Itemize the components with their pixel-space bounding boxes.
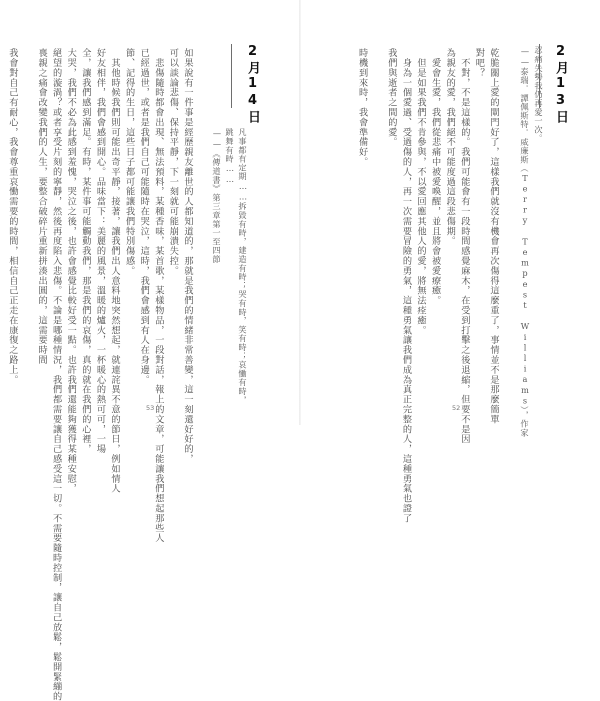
epigraph-line: ——泰瑞．譚佩斯特．威廉斯（Terry Tempest Williams），作家	[520, 46, 530, 438]
epigraph	[518, 46, 546, 437]
body-line: 對吧？	[473, 48, 485, 78]
body-line: 其他時候我們則可能出奇平靜，接著，讓我們出人意料地突然想起，就連詫異不意的節日，例如情人	[109, 48, 121, 494]
body-line: 大哭，我們不必為此感到羞愧，哭泣之後，也許會感覺比較好受一點。也許我們還能夠獲得某種安慰，	[65, 48, 77, 494]
body-line: 但是如果我們不肯參與，不以愛回應其他人的愛，將無法痊癒。	[415, 48, 427, 336]
epigraph-line: 忍痛失勢我仍再愛一次。	[534, 46, 544, 143]
body-line: 時機到來時，我會準備好。	[356, 48, 368, 167]
body-line: 愛會生愛，我們從悲痛中被愛喚醒，並且將會被愛療癒。	[429, 48, 441, 306]
body-line: 身為一個愛過、受過傷的人，再一次需要冒險的勇氣，這種勇氣讓我們成為真正完整的人，這種勇氣也證了	[400, 48, 412, 524]
body-line: 可以談論悲傷、保持平靜，下一刻就可能崩潰失控。	[167, 48, 179, 276]
body-line: 節、記得的生日，這些日子都可能讓我們特別傷感。	[123, 48, 135, 276]
body-line: 喪親之痛會改變我們的人生，要整合破碎片重新拼湊出圓的，這需要時間	[36, 48, 48, 365]
date-heading: 2月14日	[245, 44, 260, 125]
epigraph	[210, 128, 249, 404]
body-line: 已經過世，或者是我們自己可能隨時在哭泣，這時，我們會感到有人在身邊。	[138, 48, 150, 385]
body-line: 不對，不是這樣的。我們可能會有一段時間感覺麻木，在受到打擊之後退縮，但要不是因	[458, 48, 470, 444]
body-line: 我們與逝者之間的愛。	[385, 48, 397, 147]
page-number: 53	[146, 404, 155, 412]
epigraph-line: ——《傳道書》第三章第一至四節	[212, 128, 222, 264]
date-heading: 2月13日	[553, 44, 568, 125]
body-line: 全，讓我們感到滿足。有時，某件事可能觸動我們，那是我們的哀傷，真的就在我們的心裡，	[79, 48, 91, 454]
body-line: 如果說有一件事是經歷親友離世的人都知道的，那就是我們的情緒非常善變，這一刻還好好的，	[182, 48, 193, 464]
epigraph-line: 跳舞有時……	[225, 128, 235, 185]
epigraph-line: 凡事都有定期……拆毀有時，建造有時；哭有時，笑有時；哀慟有時，	[238, 128, 248, 405]
body-line: 為親友的愛，我們絕不可能度過這段悲傷期。	[444, 48, 456, 246]
body-line: 悲傷隨時都會出現、無法預料，某種香味，某首歌，某樣物品，一段對話，報上的文章，可能讓我們想起那些人	[152, 48, 164, 543]
body-line: 絕望的漩渦？或者享受片刻的寧靜，然後再度陷入悲傷。不論是哪種情況，我們都需要讓自己感受這一切。不需要隨時控制，讓自己放鬆，鬆開緊繃的	[50, 48, 62, 701]
heading-rule	[231, 44, 232, 108]
body-line: 好友相伴，我們會感到開心。品味當下：美麗的風景，溫暖的爐火，一杯暖心的熱可可，一場	[94, 48, 106, 454]
page-right	[300, 0, 600, 524]
body-line: 乾脆關上愛的閘門好了，這樣我們就沒有機會再次傷得這麼重了，事情並不是那麼簡單	[488, 48, 499, 425]
page-number: 52	[452, 404, 461, 412]
body-line: 我會對自己有耐心，我會尊重哀慟需要的時間，相信自己正走在康復之路上。	[6, 48, 18, 385]
